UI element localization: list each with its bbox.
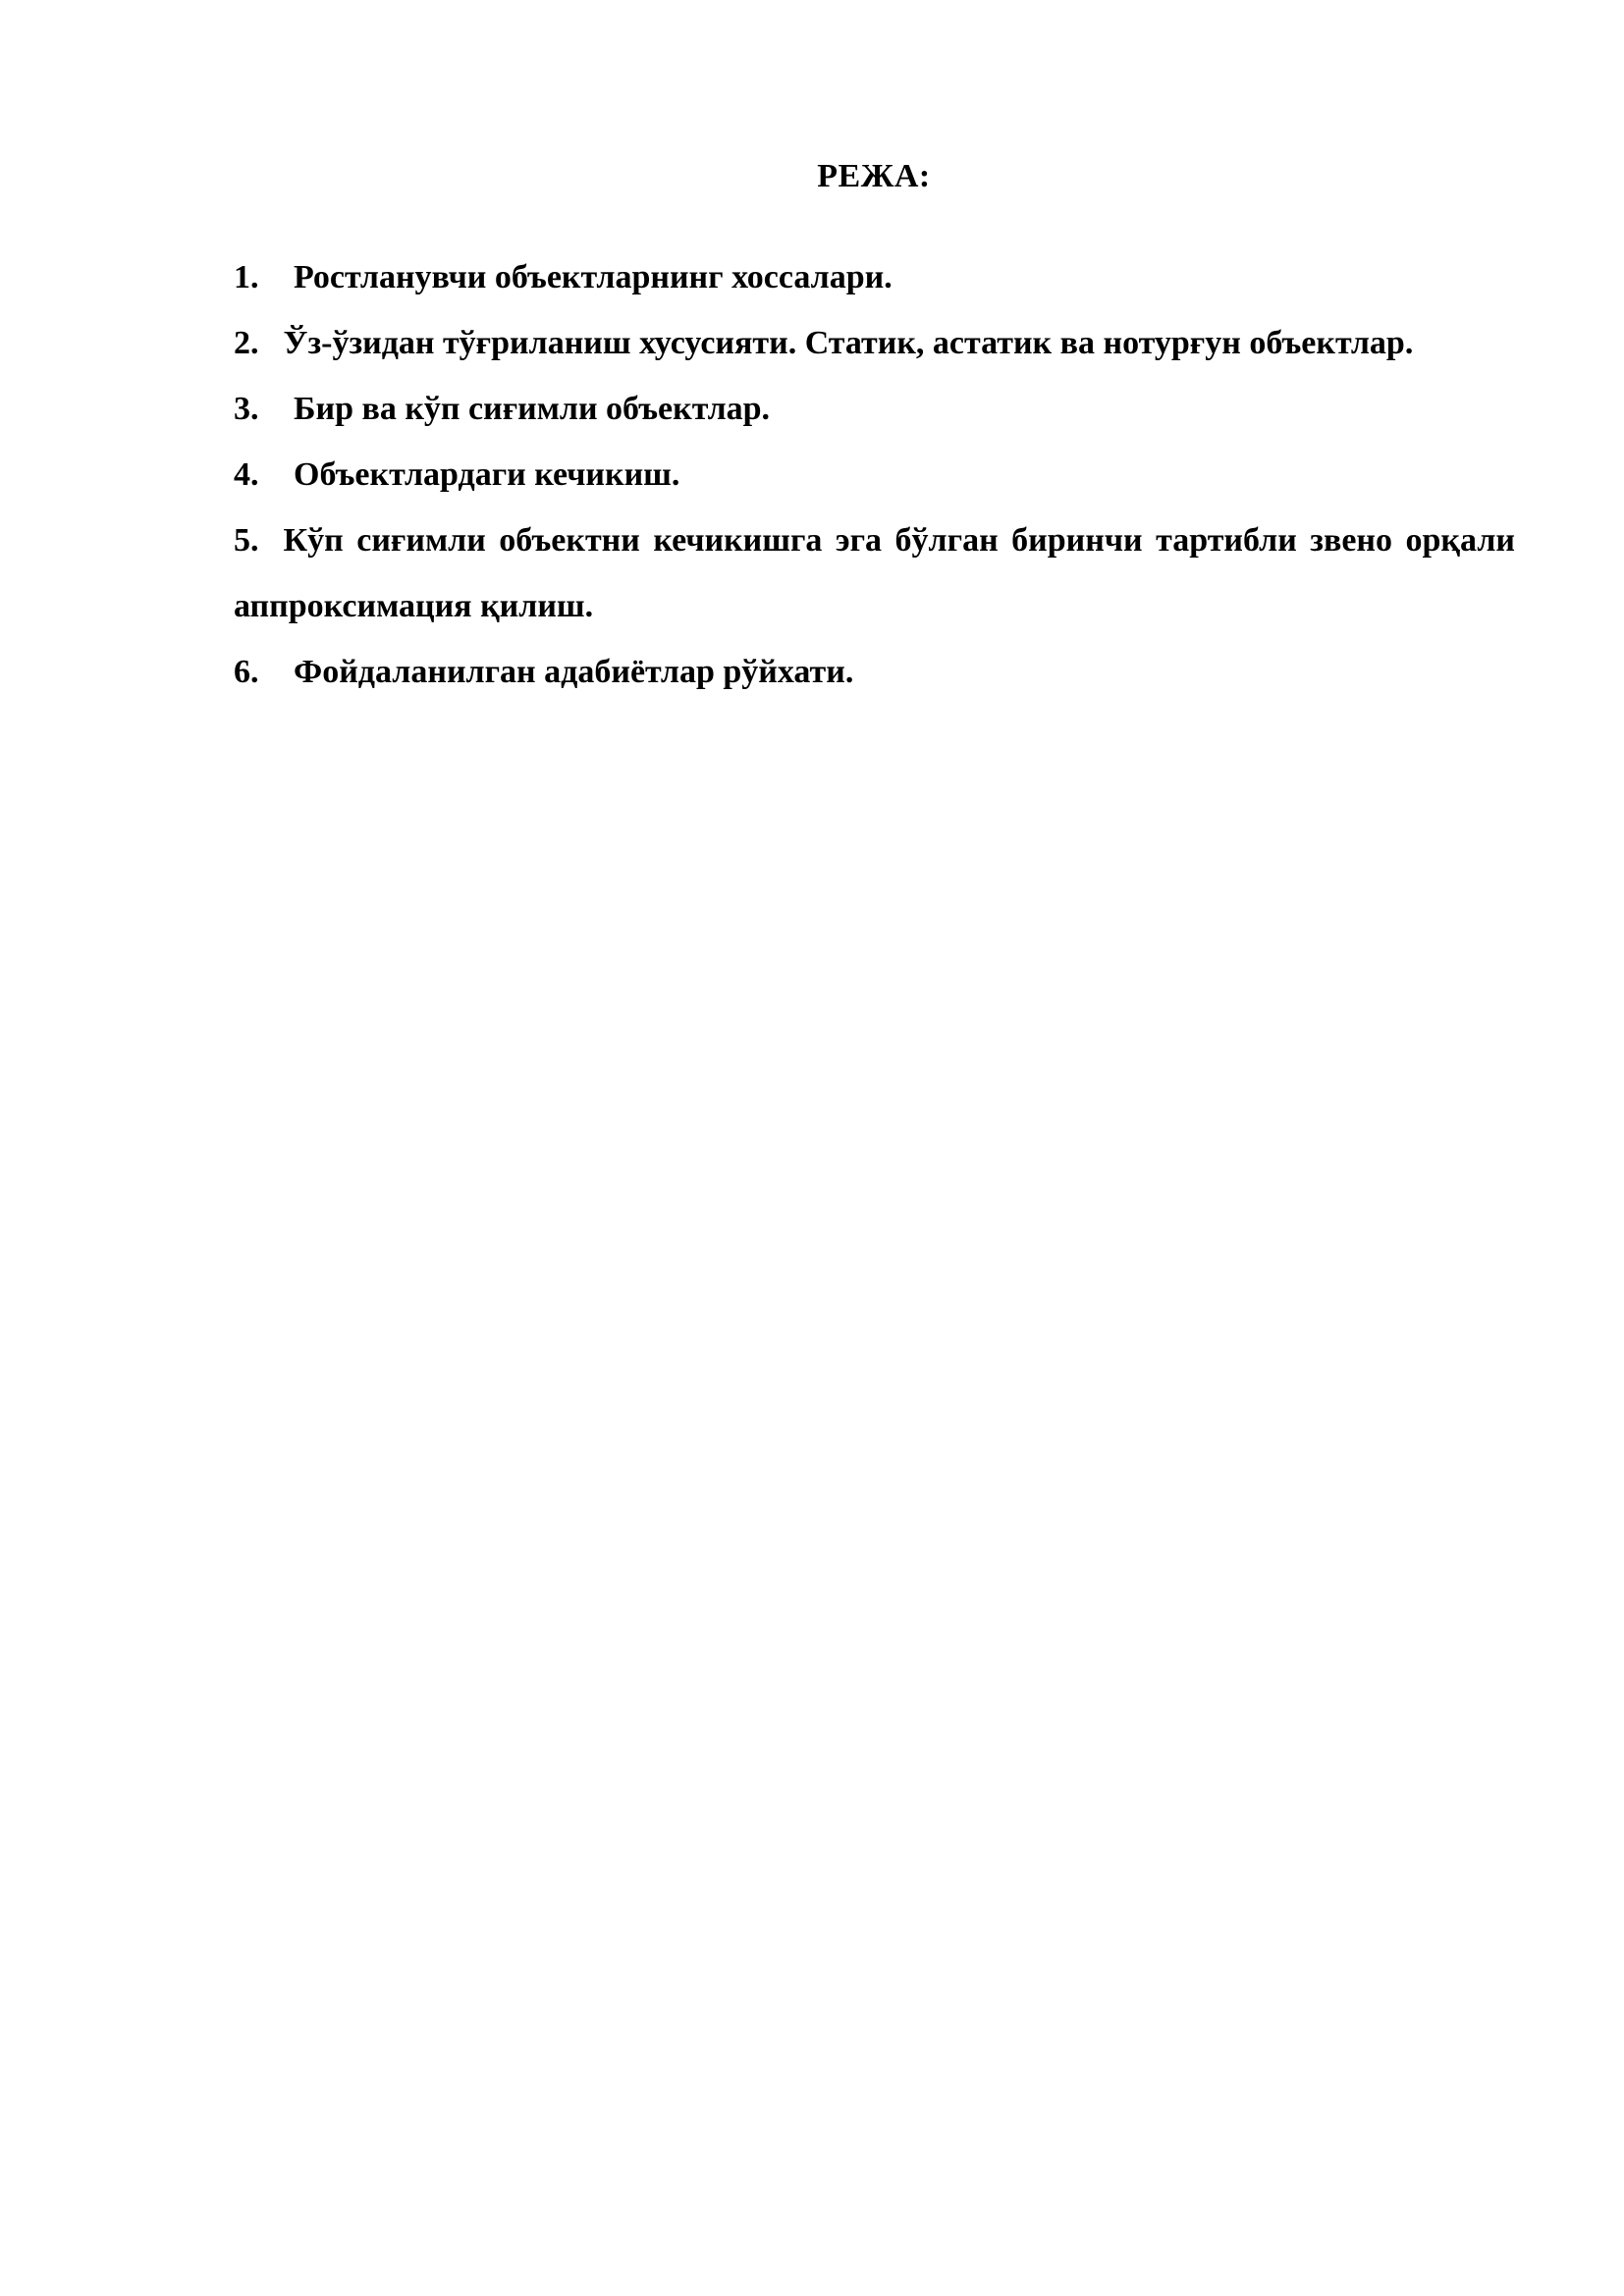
list-item-text: Бир ва кўп сиғимли объектлар. xyxy=(294,391,771,427)
page-title: РЕЖА: xyxy=(817,158,931,194)
list-item xyxy=(234,376,1515,442)
plan-list xyxy=(234,244,1515,705)
list-item xyxy=(234,310,1515,376)
list-item-text: Ростланувчи объектларнинг хоссалари. xyxy=(294,259,893,295)
list-item-text: Объектлардаги кечикиш. xyxy=(294,456,680,493)
list-item xyxy=(234,507,1515,639)
list-item-number: 6. xyxy=(234,654,259,690)
list-item-number: 3. xyxy=(234,391,259,427)
list-item xyxy=(234,244,1515,310)
list-item-text: Кўп сиғимли объектни кечикишга эга бўлган биринчи тартибли звено орқали аппроксимация қилиш. xyxy=(234,522,1515,624)
list-item-text: Фойдаланилган адабиётлар рўйхати. xyxy=(294,654,854,690)
list-item-number: 2. xyxy=(234,325,259,361)
list-item-number: 4. xyxy=(234,456,259,493)
list-item-number: 1. xyxy=(234,259,259,295)
list-item-number: 5. xyxy=(234,522,259,559)
list-item xyxy=(234,639,1515,705)
list-item xyxy=(234,442,1515,507)
list-item-text: Ўз-ўзидан тўғриланиш хусусияти. Статик, астатик ва нотурғун объектлар. xyxy=(283,325,1414,361)
